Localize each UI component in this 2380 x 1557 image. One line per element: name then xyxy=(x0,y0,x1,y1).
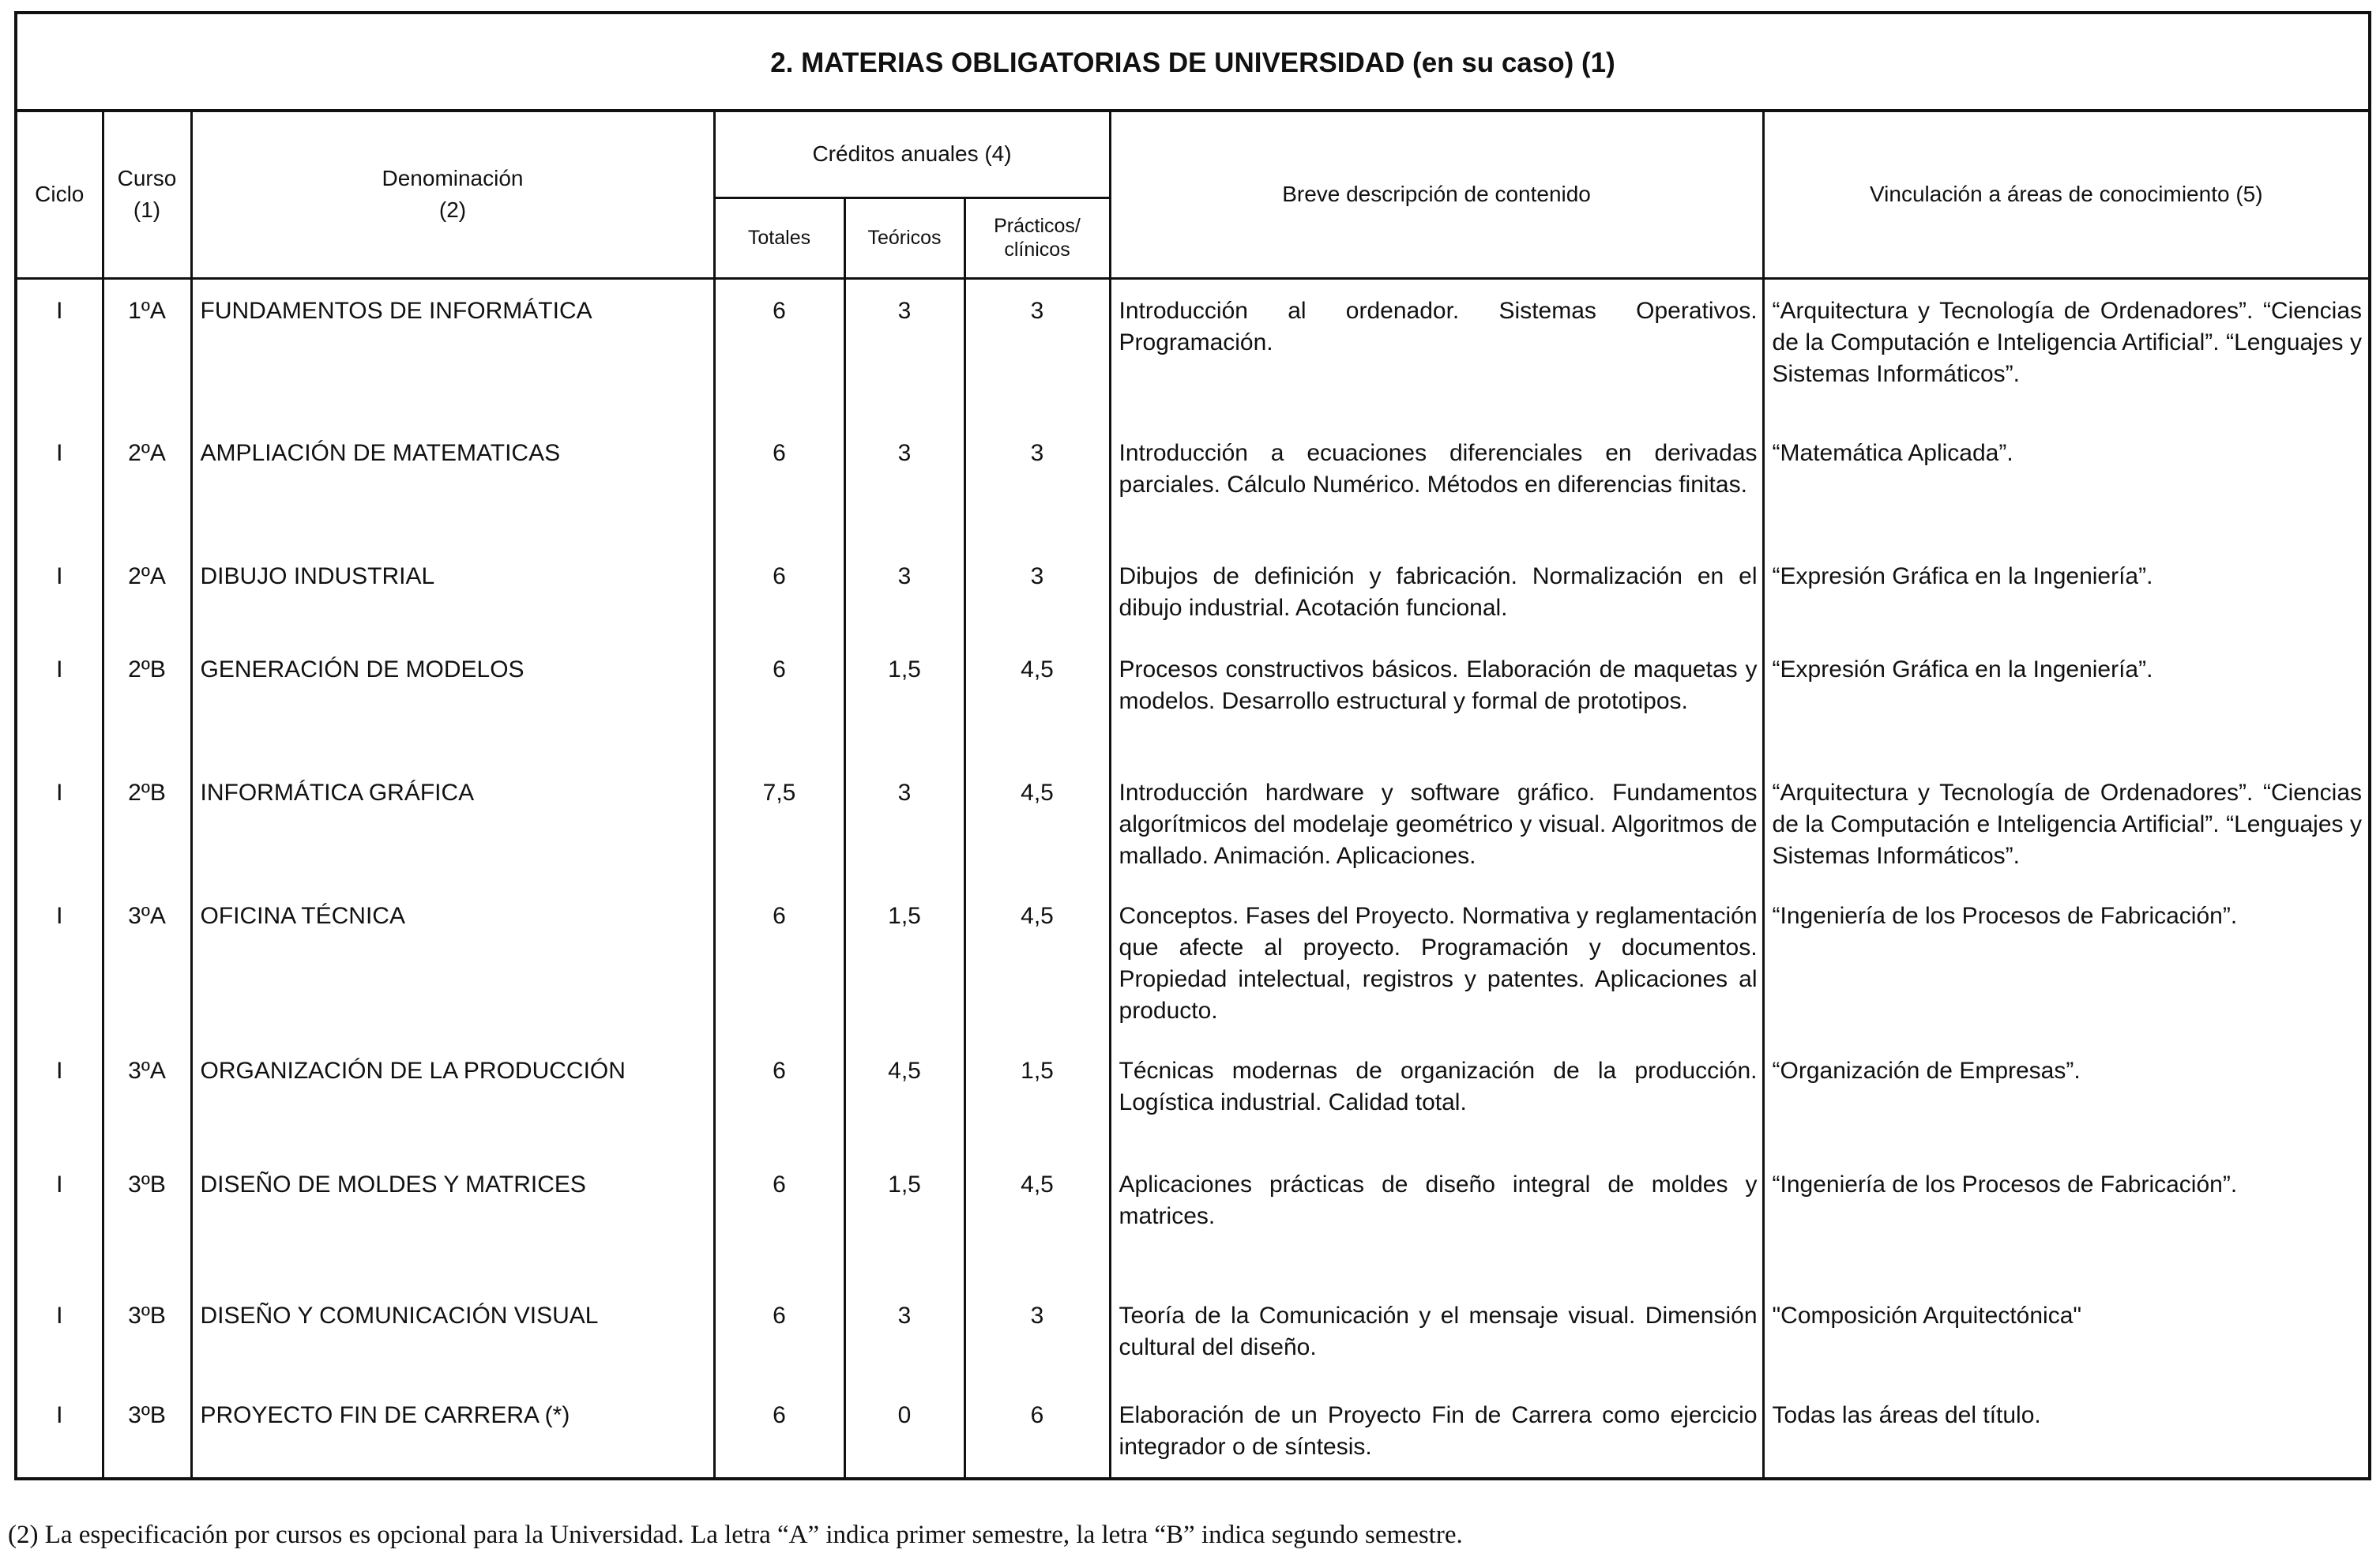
cell-denominacion: OFICINA TÉCNICA xyxy=(191,885,714,1040)
cell-ciclo: I xyxy=(16,638,103,762)
cell-totales: 6 xyxy=(714,1153,844,1284)
header-descripcion: Breve descripción de contenido xyxy=(1110,111,1763,278)
cell-denominacion: DIBUJO INDUSTRIAL xyxy=(191,545,714,638)
header-curso-line2: (1) xyxy=(133,197,161,223)
table-row xyxy=(16,278,2370,422)
cell-curso: 2ºB xyxy=(103,762,191,885)
cell-descripcion: Elaboración de un Proyecto Fin de Carrera como ejercicio integrador o de síntesis. xyxy=(1110,1384,1763,1479)
cell-ciclo: I xyxy=(16,762,103,885)
cell-curso: 3ºA xyxy=(103,885,191,1040)
table-row xyxy=(16,762,2370,885)
cell-descripcion: Introducción al ordenador. Sistemas Operativos. Programación. xyxy=(1110,278,1763,422)
cell-descripcion: Introducción hardware y software gráfico. Fundamentos algorítmicos del modelaje geométrico y visual. Algoritmos de mallado. Animación. Aplicaciones. xyxy=(1110,762,1763,885)
cell-denominacion: DISEÑO DE MOLDES Y MATRICES xyxy=(191,1153,714,1284)
cell-teoricos: 1,5 xyxy=(844,885,964,1040)
header-teoricos: Teóricos xyxy=(844,197,964,278)
header-denominacion-line1: Denominación xyxy=(382,166,524,191)
cell-vinculacion: “Arquitectura y Tecnología de Ordenadores”. “Ciencias de la Computación e Inteligencia Artificial”. “Lenguajes y Sistemas Informáticos”. xyxy=(1763,762,2370,885)
table-row xyxy=(16,1384,2370,1479)
table-body xyxy=(16,278,2370,1479)
table-row xyxy=(16,545,2370,638)
header-ciclo: Ciclo xyxy=(16,111,103,278)
header-curso xyxy=(103,111,191,278)
cell-teoricos: 1,5 xyxy=(844,1153,964,1284)
cell-vinculacion: "Composición Arquitectónica" xyxy=(1763,1284,2370,1384)
table-row xyxy=(16,1040,2370,1153)
header-curso-line1: Curso xyxy=(117,166,177,191)
cell-ciclo: I xyxy=(16,885,103,1040)
cell-ciclo: I xyxy=(16,278,103,422)
cell-denominacion: FUNDAMENTOS DE INFORMÁTICA xyxy=(191,278,714,422)
cell-practicos: 4,5 xyxy=(964,762,1110,885)
cell-curso: 3ºB xyxy=(103,1384,191,1479)
cell-teoricos: 3 xyxy=(844,545,964,638)
table-row xyxy=(16,422,2370,545)
table-row xyxy=(16,885,2370,1040)
cell-totales: 6 xyxy=(714,545,844,638)
cell-practicos: 1,5 xyxy=(964,1040,1110,1153)
cell-denominacion: PROYECTO FIN DE CARRERA (*) xyxy=(191,1384,714,1479)
cell-descripcion: Procesos constructivos básicos. Elaboración de maquetas y modelos. Desarrollo estructural y formal de prototipos. xyxy=(1110,638,1763,762)
cell-ciclo: I xyxy=(16,1153,103,1284)
cell-curso: 1ºA xyxy=(103,278,191,422)
cell-vinculacion: “Organización de Empresas”. xyxy=(1763,1040,2370,1153)
cell-curso: 3ºB xyxy=(103,1153,191,1284)
table-row xyxy=(16,1284,2370,1384)
header-practicos xyxy=(964,197,1110,278)
cell-ciclo: I xyxy=(16,1284,103,1384)
cell-vinculacion: “Matemática Aplicada”. xyxy=(1763,422,2370,545)
cell-descripcion: Teoría de la Comunicación y el mensaje visual. Dimensión cultural del diseño. xyxy=(1110,1284,1763,1384)
table-title: 2. MATERIAS OBLIGATORIAS DE UNIVERSIDAD (en su caso) (1) xyxy=(14,11,2371,112)
cell-teoricos: 1,5 xyxy=(844,638,964,762)
cell-totales: 6 xyxy=(714,638,844,762)
cell-curso: 2ºA xyxy=(103,545,191,638)
cell-denominacion: GENERACIÓN DE MODELOS xyxy=(191,638,714,762)
cell-totales: 6 xyxy=(714,278,844,422)
header-creditos: Créditos anuales (4) xyxy=(714,111,1110,197)
footnote: (2) La especificación por cursos es opcional para la Universidad. La letra “A” indica primer semestre, la letra “B” indica segundo semestre. xyxy=(8,1521,1463,1549)
cell-totales: 6 xyxy=(714,1384,844,1479)
cell-practicos: 3 xyxy=(964,422,1110,545)
cell-ciclo: I xyxy=(16,1040,103,1153)
cell-denominacion: DISEÑO Y COMUNICACIÓN VISUAL xyxy=(191,1284,714,1384)
header-denominacion xyxy=(191,111,714,278)
cell-totales: 7,5 xyxy=(714,762,844,885)
table-row xyxy=(16,1153,2370,1284)
cell-descripcion: Aplicaciones prácticas de diseño integral de moldes y matrices. xyxy=(1110,1153,1763,1284)
header-practicos-line2: clínicos xyxy=(1004,239,1070,261)
cell-teoricos: 3 xyxy=(844,278,964,422)
cell-vinculacion: “Ingeniería de los Procesos de Fabricación”. xyxy=(1763,885,2370,1040)
cell-totales: 6 xyxy=(714,885,844,1040)
header-vinculacion: Vinculación a áreas de conocimiento (5) xyxy=(1763,111,2370,278)
cell-denominacion: INFORMÁTICA GRÁFICA xyxy=(191,762,714,885)
cell-teoricos: 0 xyxy=(844,1384,964,1479)
cell-denominacion: ORGANIZACIÓN DE LA PRODUCCIÓN xyxy=(191,1040,714,1153)
cell-teoricos: 4,5 xyxy=(844,1040,964,1153)
header-denominacion-line2: (2) xyxy=(438,197,467,223)
cell-teoricos: 3 xyxy=(844,1284,964,1384)
cell-practicos: 3 xyxy=(964,545,1110,638)
header-totales: Totales xyxy=(714,197,844,278)
cell-vinculacion: “Expresión Gráfica en la Ingeniería”. xyxy=(1763,545,2370,638)
cell-totales: 6 xyxy=(714,422,844,545)
cell-totales: 6 xyxy=(714,1040,844,1153)
cell-vinculacion: “Expresión Gráfica en la Ingeniería”. xyxy=(1763,638,2370,762)
cell-vinculacion: “Ingeniería de los Procesos de Fabricación”. xyxy=(1763,1153,2370,1284)
table-row xyxy=(16,638,2370,762)
cell-curso: 3ºB xyxy=(103,1284,191,1384)
subjects-table xyxy=(14,109,2371,1480)
cell-descripcion: Conceptos. Fases del Proyecto. Normativa y reglamentación que afecte al proyecto. Programación y documentos. Propiedad intelectual, registros y patentes. Aplicaciones al producto. xyxy=(1110,885,1763,1040)
cell-vinculacion: “Arquitectura y Tecnología de Ordenadores”. “Ciencias de la Computación e Inteligencia Artificial”. “Lenguajes y Sistemas Informáticos”. xyxy=(1763,278,2370,422)
cell-practicos: 6 xyxy=(964,1384,1110,1479)
cell-practicos: 4,5 xyxy=(964,638,1110,762)
cell-practicos: 3 xyxy=(964,278,1110,422)
cell-curso: 2ºA xyxy=(103,422,191,545)
table-header xyxy=(16,111,2370,278)
cell-practicos: 4,5 xyxy=(964,885,1110,1040)
cell-descripcion: Introducción a ecuaciones diferenciales en derivadas parciales. Cálculo Numérico. Métodos en diferencias finitas. xyxy=(1110,422,1763,545)
cell-ciclo: I xyxy=(16,1384,103,1479)
cell-descripcion: Dibujos de definición y fabricación. Normalización en el dibujo industrial. Acotación funcional. xyxy=(1110,545,1763,638)
cell-curso: 3ºA xyxy=(103,1040,191,1153)
cell-curso: 2ºB xyxy=(103,638,191,762)
cell-teoricos: 3 xyxy=(844,762,964,885)
cell-practicos: 3 xyxy=(964,1284,1110,1384)
header-practicos-line1: Prácticos/ xyxy=(994,215,1081,237)
cell-teoricos: 3 xyxy=(844,422,964,545)
cell-totales: 6 xyxy=(714,1284,844,1384)
cell-ciclo: I xyxy=(16,422,103,545)
cell-descripcion: Técnicas modernas de organización de la producción. Logística industrial. Calidad total. xyxy=(1110,1040,1763,1153)
cell-vinculacion: Todas las áreas del título. xyxy=(1763,1384,2370,1479)
cell-ciclo: I xyxy=(16,545,103,638)
cell-denominacion: AMPLIACIÓN DE MATEMATICAS xyxy=(191,422,714,545)
cell-practicos: 4,5 xyxy=(964,1153,1110,1284)
